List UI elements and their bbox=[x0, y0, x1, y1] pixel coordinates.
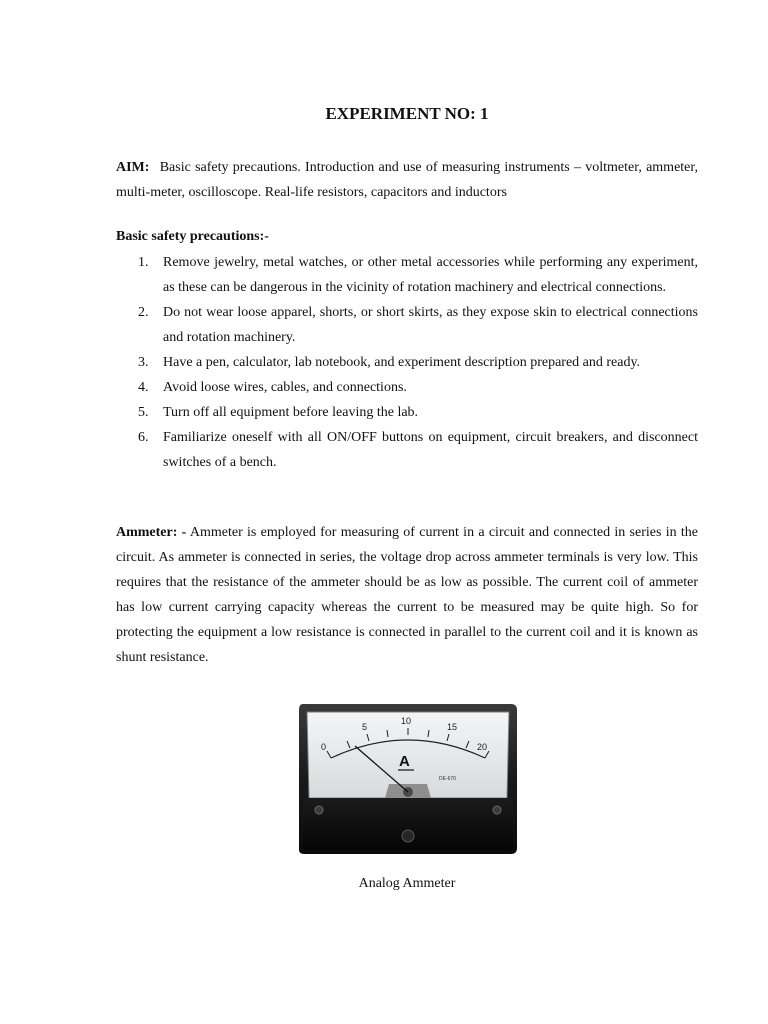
list-item-text: Remove jewelry, metal watches, or other metal accessories while performing any experiment, as these can be dangerous in the vicinity of rotation machinery and electrical connections. bbox=[163, 255, 698, 295]
precautions-heading: Basic safety precautions:- bbox=[116, 229, 269, 244]
list-item-number: 1. bbox=[138, 255, 149, 270]
ammeter-paragraph bbox=[116, 520, 698, 670]
list-item-text: Do not wear loose apparel, shorts, or short skirts, as they expose skin to electrical connections and rotation machinery. bbox=[163, 305, 698, 345]
list-item bbox=[116, 350, 698, 375]
screw-icon bbox=[315, 806, 323, 814]
aim-label: AIM: bbox=[116, 160, 150, 175]
list-item bbox=[116, 300, 698, 350]
precautions-list bbox=[116, 250, 698, 475]
list-item bbox=[116, 425, 698, 475]
dial-label-0: 0 bbox=[321, 742, 327, 752]
aim-text: Basic safety precautions. Introduction and use of measuring instruments – voltmeter, ammeter, multi-meter, oscilloscope. Real-life resistors, capacitors and inductors bbox=[116, 160, 698, 200]
list-item bbox=[116, 375, 698, 400]
list-item-number: 5. bbox=[138, 405, 149, 420]
dial-label-20: 20 bbox=[477, 742, 488, 752]
unit-symbol: A bbox=[399, 753, 410, 770]
dial-label-15: 15 bbox=[447, 722, 458, 732]
ammeter-text: Ammeter is employed for measuring of current in a circuit and connected in series in the circuit. As ammeter is connected in series, the voltage drop across ammeter terminals is very low. This requires that the resistance of the ammeter should be as low as possible. The current coil of ammeter has low current carrying capacity whereas the current to be measured may be quite high. So for protecting the equipment a low resistance is connected in parallel to the current coil and it is known as shunt resistance. bbox=[116, 525, 698, 665]
figure-caption: Analog Ammeter bbox=[358, 876, 456, 891]
model-text: DE-670 bbox=[439, 776, 456, 782]
aim-paragraph bbox=[116, 155, 698, 205]
page-title: EXPERIMENT NO: 1 bbox=[325, 104, 489, 123]
list-item bbox=[116, 250, 698, 300]
dial-label-5: 5 bbox=[362, 722, 368, 732]
list-item-text: Turn off all equipment before leaving the lab. bbox=[163, 405, 419, 420]
analog-ammeter-image bbox=[297, 700, 519, 854]
list-item-number: 6. bbox=[138, 430, 149, 445]
list-item-number: 2. bbox=[138, 305, 149, 320]
list-item-text: Avoid loose wires, cables, and connections. bbox=[163, 380, 407, 395]
adjust-screw-icon bbox=[402, 830, 414, 842]
list-item-number: 4. bbox=[138, 380, 149, 395]
ammeter-label: Ammeter: - bbox=[116, 525, 187, 540]
screw-icon bbox=[493, 806, 501, 814]
dial-label-10: 10 bbox=[401, 716, 412, 726]
list-item-number: 3. bbox=[138, 355, 149, 370]
list-item-text: Have a pen, calculator, lab notebook, and experiment description prepared and ready. bbox=[163, 355, 641, 370]
list-item bbox=[116, 400, 698, 425]
list-item-text: Familiarize oneself with all ON/OFF buttons on equipment, circuit breakers, and disconnect switches of a bench. bbox=[163, 430, 698, 470]
